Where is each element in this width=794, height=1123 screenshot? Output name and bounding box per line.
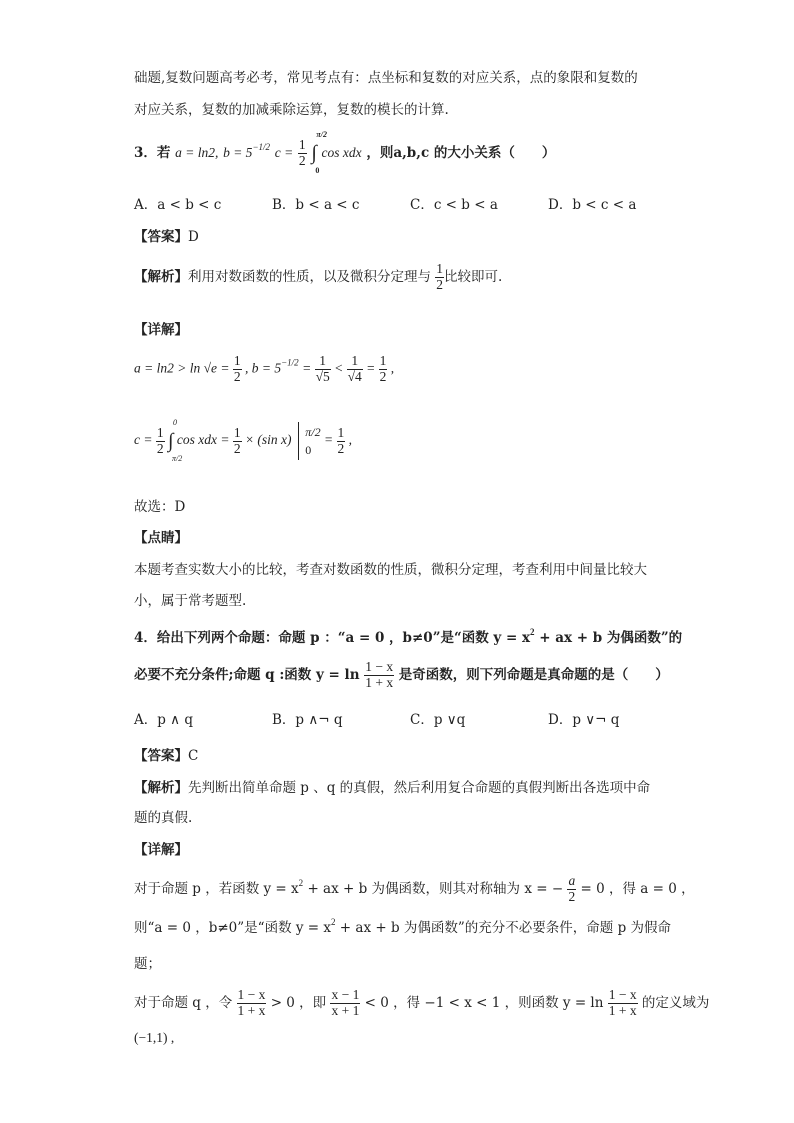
q4-answer (134, 744, 198, 764)
q4-stem-line-1: 4．给出下列两个命题：命题 p ：“a = 0 ，b≠0”是“函数 $y = x^2$ + ax + b 为偶函数”的 (134, 627, 683, 646)
q3-b-expr: $b = 5^{-1/2}$ (223, 141, 271, 160)
q4-detail-label: 【详解】 (134, 842, 188, 858)
q4-option-c: C．p ∨q (410, 712, 466, 728)
q3-b-exponent: −1/2 (252, 141, 271, 152)
q3-answer (134, 225, 199, 245)
q4-detail-line-2: 则“a = 0 ，b≠0”是“函数 $y = x^2$ + ax + b 为偶函数”的充分不必要条件，命题 p 为假命 (134, 917, 672, 936)
q3-option-b: B．b < a < c (272, 197, 360, 213)
q3-integral-sign: ∫ π/2 0 (311, 129, 327, 175)
q4-detail-line-4: 对于命题 q ，令 $\frac{1 - x}{1 + x}$ > 0 ，即 $\frac{x - 1}{x + 1}$ < 0 ，得 −1 < x < 1 ，则函数 y = ln $\frac{1 - x}{1 + x}$ 的定义域为 (134, 987, 710, 1018)
q3-note-label: 【点睛】 (134, 530, 188, 546)
q3-answer-value: D (188, 229, 199, 245)
q4-detail-line-3: 题； (134, 956, 161, 972)
q3-option-c: C．c < b < a (410, 197, 498, 213)
q4-analysis-line-2: 题的真假. (134, 810, 193, 826)
q4-answer-label: 【答案】 (134, 748, 188, 764)
q3-detail-line-2: c = $\frac{1}{2}$ ∫ 0 π/2 cos xdx = $\frac{1}{2}$ × (sin x) π/2 0 = $\frac{1}{2}$ , (134, 417, 353, 463)
q4-detail-line-5: (−1,1) , (134, 1030, 175, 1045)
q4-answer-value: C (188, 748, 199, 764)
q3-c-half: $\frac{1}{2}$ (298, 137, 306, 168)
q4-detail-line-1: 对于命题 p ，若函数 $y = x^2$ + ax + b 为偶函数，则其对称轴为 x = − $\frac{a}{2}$ = 0 ，得 a = 0 ， (134, 873, 695, 904)
q3-number: 3．若 (134, 144, 171, 161)
q3-stem (134, 129, 556, 175)
q3-c-lhs: c = (274, 144, 294, 160)
q3-analysis: 【解析】利用对数函数的性质，以及微积分定理与 $\frac{1}{2}$ 比较即可. (134, 261, 503, 292)
intro-line-1: 础题,复数问题高考必考，常见考点有：点坐标和复数的对应关系，点的象限和复数的 (134, 70, 638, 86)
q3-detail-label: 【详解】 (134, 322, 188, 338)
q3-eval-bar (298, 422, 299, 460)
q3-option-a: A．a < b < c (134, 197, 222, 213)
intro-line-2: 对应关系，复数的加减乘除运算，复数的模长的计算. (134, 102, 449, 118)
q3-answer-label: 【答案】 (134, 229, 188, 245)
q3-note-line-2: 小，属于常考题型. (134, 593, 247, 609)
q4-option-d: D．p ∨¬ q (548, 712, 620, 728)
q3-a-expr: a = ln2, (175, 144, 219, 160)
q3-analysis-label: 【解析】 (134, 268, 188, 285)
q4-stem-line-2: 必要不充分条件;命题 q :函数 y = ln $\frac{1 - x}{1 + x}$ 是奇函数，则下列命题是真命题的是（ ） (134, 659, 669, 690)
q3-detail-line-1: a = ln2 > ln √e = $\frac{1}{2}$ , $b = 5^{-1/2}$ = $\frac{1}{√5}$ < $\frac{1}{√4}$ = $\frac{1}{2}$ , (134, 353, 395, 384)
q4-option-b: B．p ∧¬ q (272, 712, 343, 728)
q3-option-d: D．b < c < a (548, 197, 637, 213)
q3-tail: ，则a,b,c 的大小关系（ ） (366, 144, 556, 161)
q3-choose: 故选：D (134, 499, 186, 515)
q4-option-a: A．p ∧ q (134, 712, 193, 728)
q3-integrand: cos xdx (321, 144, 362, 160)
q3-analysis-half: $\frac{1}{2}$ (436, 261, 444, 292)
q4-analysis-label: 【解析】 (134, 780, 188, 796)
q4-analysis-line-1: 【解析】先判断出简单命题 p 、q 的真假，然后利用复合命题的真假判断出各选项中命 (134, 780, 651, 796)
q3-note-line-1: 本题考查实数大小的比较，考查对数函数的性质，微积分定理，考查利用中间量比较大 (134, 562, 647, 578)
q3-detail-integral: ∫ 0 π/2 (167, 417, 183, 463)
q3-eval-limits: π/2 0 (305, 425, 321, 457)
